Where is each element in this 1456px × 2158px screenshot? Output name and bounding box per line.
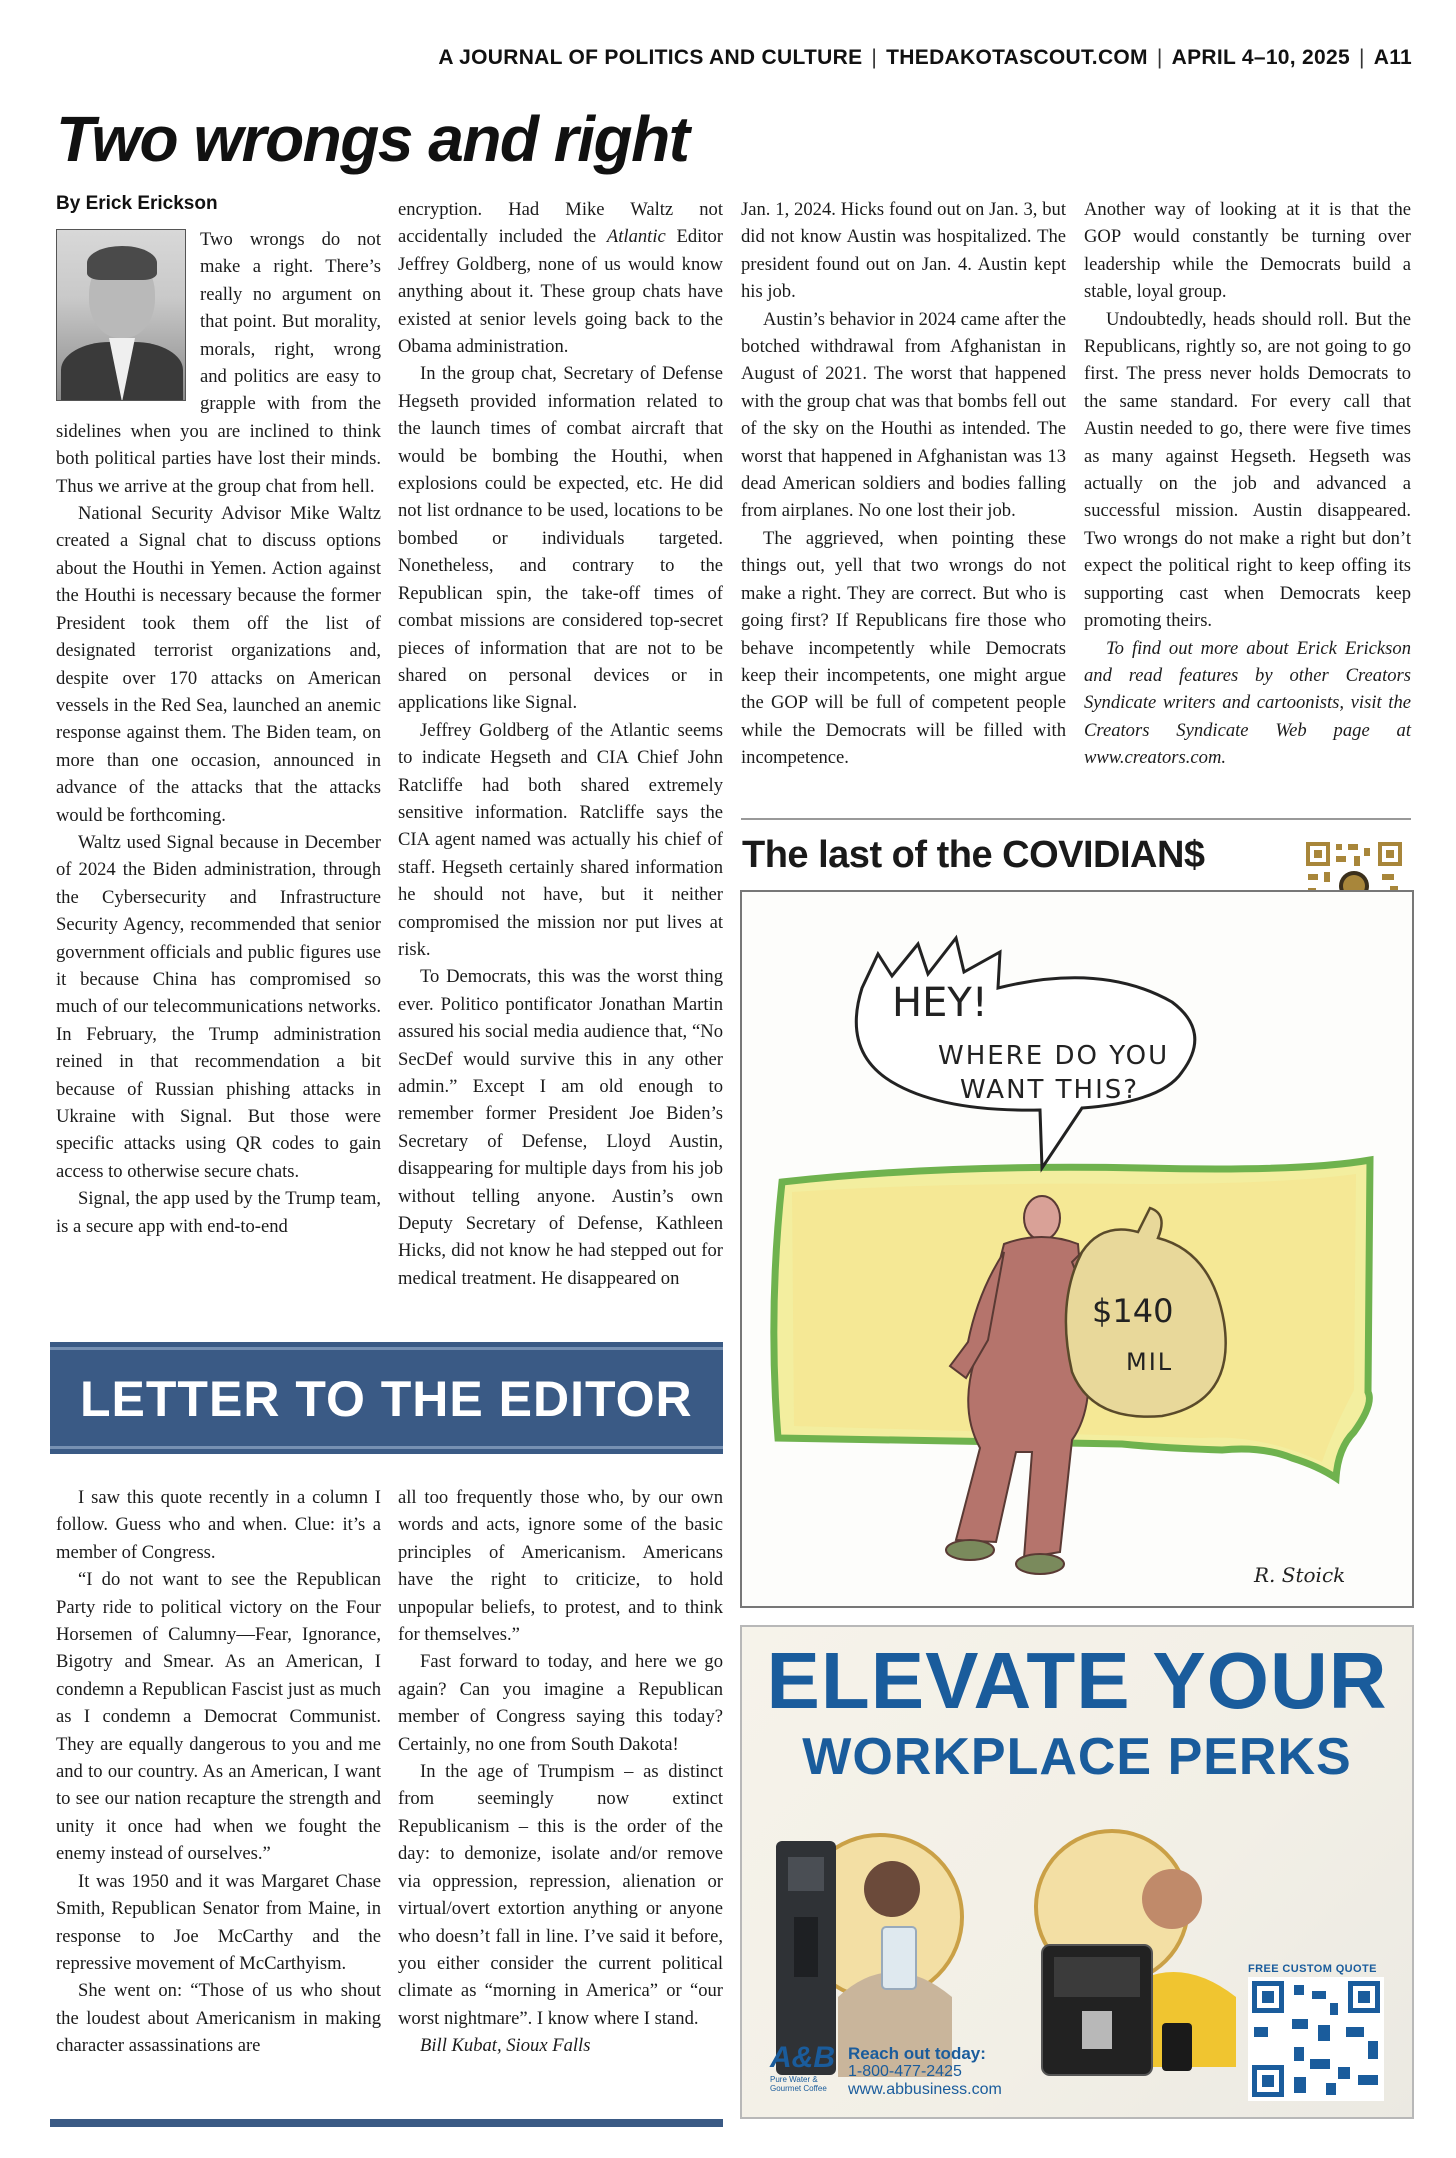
paragraph: I saw this quote recently in a column I follow. Guess who and when. Clue: it’s a member of Congress. [56, 1487, 381, 1563]
paragraph: encryption. Had Mike Waltz not accidentally included the Atlantic Editor Jeffrey Goldberg, none of us would know anything about it. These group chats have existed at senior levels going back to the Obama administration. [398, 199, 723, 358]
issue-date: APRIL 4–10, 2025 [1171, 46, 1350, 69]
section-divider [741, 818, 1411, 820]
letter-column-2 [398, 1484, 723, 2060]
letter-signature: Bill Kubat, Sioux Falls [420, 2035, 591, 2057]
logo-tagline: Pure Water & Gourmet Coffee [770, 2075, 827, 2093]
author-headshot [56, 229, 186, 401]
site-url[interactable]: THEDAKOTASCOUT.COM [886, 46, 1148, 69]
free-quote-label: FREE CUSTOM QUOTE [1248, 1963, 1377, 1975]
ab-logo [770, 2041, 840, 2103]
page-number: A11 [1373, 46, 1412, 69]
ad-phone[interactable]: 1-800-477-2425 [848, 2063, 962, 2080]
paragraph: In the age of Trumpism – as distinct from seemingly now extinct Republicanism – this is the order of the day: to demonize, isolate and/or remove via oppression, repression, alienation or virtual/overt extortion anything or anyone who doesn’t fall in line. I’ve said it before, you either consider the current political climate as “morning in America” or “our worst nightmare”. I know where I stand. [398, 1761, 723, 2029]
paragraph: She went on: “Those of us who shout the loudest about Americanism in making character assassinations are [56, 1980, 381, 2057]
paragraph: In the group chat, Secretary of Defense Hegseth provided information related to the launch times of combat aircraft that would be bombing the Houthi, when explosions could be expected, etc. He did not list ordnance to be used, locations to be bombed or individuals targeted. Nonetheless, and contrary to the Republican spin, the take-off times of combat missions are considered top-secret pieces of information that are not to be shared on personal devices or in applications like Signal. [398, 363, 723, 714]
advertisement[interactable] [740, 1625, 1414, 2119]
syndicate-tagline: To find out more about Erick Erickson and read features by other Creators Syndicate writers and cartoonists, visit the Creators Syndicate Web page at www.creators.com. [1084, 637, 1411, 769]
paragraph: Undoubtedly, heads should roll. But the Republicans, rightly so, are not going to go first. The press never holds Democrats to the same standard. For every call that Austin needed to go, there were five times as many against Hegseth. Hegseth was actually on the job and advanced a successful mission. Austin disappeared. Two wrongs do not make a right but don’t expect the political right to keep offing its supporting cast when Democrats keep promoting theirs. [1084, 308, 1411, 632]
ad-headline-2: WORKPLACE PERKS [802, 1728, 1352, 1786]
paragraph: To Democrats, this was the worst thing ever. Politico pontificator Jonathan Martin assured his social media audience that, “No SecDef would survive this in any other admin.” Except I am old enough to remember former President Joe Biden’s Secretary of Defense, Lloyd Austin, disappearing for multiple days from his job without telling anyone. Austin’s own Deputy Secretary of Defense, Kathleen Hicks, did not know he had stepped out for medical treatment. He disappeared on [398, 966, 723, 1289]
letter-column-1 [56, 1484, 381, 2060]
article-byline: By Erick Erickson [56, 193, 218, 214]
logo-mark: A&B [770, 2041, 835, 2074]
article-column-1 [56, 226, 381, 1240]
banner-title: LETTER TO THE EDITOR [80, 1371, 693, 1427]
section-rule [50, 2119, 723, 2127]
ad-headline-1: ELEVATE YOUR [766, 1636, 1388, 1725]
paragraph: Austin’s behavior in 2024 came after the botched withdrawal from Afghanistan in August of 2021. The worst that happened with the group chat was that bombs fell out of the sky on the Houthi as intended. The worst that happened in Afghanistan was 13 dead American soldiers and bodies falling from airplanes. No one lost their job. [741, 308, 1066, 522]
paragraph: National Security Advisor Mike Waltz created a Signal chat to discuss options about the Houthi in Yemen. Action against the Houthi is necessary because the former President took them off the list of designated terrorist organizations and, despite over 170 attacks on American vessels in the Red Sea, launched an anemic response against them. The Biden team, on more than one occasion, announced in advance of the attacks that the attacks would be forthcoming. [56, 503, 381, 826]
article-headline: Two wrongs and right [56, 103, 689, 175]
article-column-4 [1084, 196, 1411, 772]
paragraph: Waltz used Signal because in December of 2024 the Biden administration, through the Cybersecurity and Infrastructure Security Agency, recommended that senior government officials and public figures use it because China has compromised so much of our telecommunications networks. In February, the Trump administration reined in that recommendation a bit because of Russian phishing attacks in Ukraine with Signal. But those were specific attacks using QR codes to gain access to otherwise secure chats. [56, 831, 381, 1182]
journal-label: A JOURNAL OF POLITICS AND CULTURE [438, 46, 863, 69]
reach-label: Reach out today: [848, 2044, 986, 2063]
paragraph: Fast forward to today, and here we go again? Can you imagine a Republican member of Congress saying this today? Certainly, no one from South Dakota! [398, 1651, 723, 1755]
article-column-2 [398, 196, 723, 1292]
cartoon-title: The last of the COVIDIAN$ [742, 834, 1205, 876]
paragraph: Another way of looking at it is that the GOP would constantly be turning over leadership while the Democrats build a stable, loyal group. [1084, 199, 1411, 303]
paragraph: Signal, the app used by the Trump team, is a secure app with end-to-end [56, 1188, 381, 1237]
paragraph: Jan. 1, 2024. Hicks found out on Jan. 3, but did not know Austin was hospitalized. The president found out on Jan. 4. Austin kept his job. [741, 199, 1066, 303]
paragraph: Jeffrey Goldberg of the Atlantic seems to indicate Hegseth and CIA Chief John Ratcliffe had both shared extremely sensitive information. Ratcliffe says the CIA agent named was actually his chief of staff. Hegseth certainly shared information he should not have, but it neither compromised the mission nor put lives at risk. [398, 719, 723, 960]
paragraph: Two wrongs do not make a right. There’s really no argument on that point. But morality, morals, right, wrong and politics are easy to grapple with from the sidelines when you are inclined to think both political parties have lost their minds. Thus we arrive at the group chat from hell. [56, 229, 381, 497]
bag-label: MIL [1126, 1348, 1174, 1376]
speech-line-1: HEY! [892, 980, 988, 1026]
ad-illustration [742, 1627, 1412, 2117]
editorial-cartoon [740, 890, 1414, 1608]
paragraph: The aggrieved, when pointing these things out, yell that two wrongs do not make a right. They are correct. But who is going first? If Republicans fire those who behave incompetently while Democrats keep their incompetents, one might argue the GOP will be full of competent people while the Democrats will be filled with incompetence. [741, 527, 1066, 769]
page-masthead: A JOURNAL OF POLITICS AND CULTURE | THEDAKOTASCOUT.COM | APRIL 4–10, 2025 | A11 [438, 46, 1412, 69]
ad-website[interactable]: www.abbusiness.com [848, 2081, 1002, 2098]
publication-name: Atlantic [606, 226, 666, 248]
speech-line-3: WANT THIS? [960, 1075, 1140, 1105]
ad-contact [848, 2045, 1002, 2099]
paragraph: all too frequently those who, by our own words and acts, ignore some of the basic principles of Americanism. Americans have the right to criticize, to hold unpopular beliefs, to protest, and to think for themselves.” [398, 1487, 723, 1646]
cartoonist-signature: R. Stoick [1254, 1563, 1346, 1587]
letter-to-editor-banner [50, 1342, 723, 1454]
article-column-3 [741, 196, 1066, 772]
paragraph: “I do not want to see the Republican Party ride to political victory on the Four Horsemen of Calumny—Fear, Ignorance, Bigotry and Smear. As an American, I condemn a Republican Fascist just as much as I condemn a Democrat Communist. They are equally dangerous to you and me and to our country. As an American, I want to see our nation recapture the strength and unity it once had when we fought the enemy instead of ourselves.” [56, 1569, 381, 1865]
bag-amount: $140 [1092, 1292, 1174, 1330]
speech-line-2: WHERE DO YOU [938, 1041, 1170, 1071]
paragraph: It was 1950 and it was Margaret Chase Smith, Republican Senator from Maine, in response to Joe McCarthy and the repressive movement of McCarthyism. [56, 1870, 381, 1974]
